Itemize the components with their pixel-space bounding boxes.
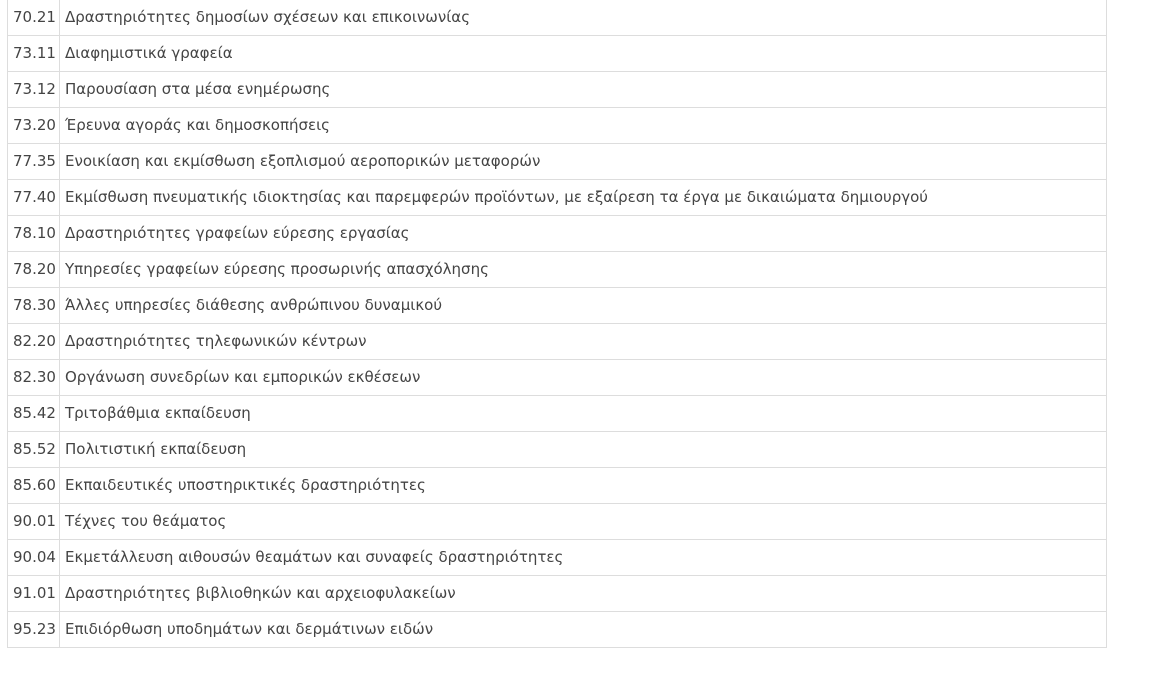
- activity-code-cell: 73.11: [8, 36, 60, 72]
- activity-description-cell: Υπηρεσίες γραφείων εύρεσης προσωρινής απασχόλησης: [60, 252, 1107, 288]
- activity-description-cell: Δραστηριότητες δημοσίων σχέσεων και επικοινωνίας: [60, 0, 1107, 36]
- table-row: [8, 576, 1107, 612]
- activity-description-cell: Εκπαιδευτικές υποστηρικτικές δραστηριότητες: [60, 468, 1107, 504]
- activity-codes-table-body: [8, 0, 1107, 648]
- activity-code-cell: 78.10: [8, 216, 60, 252]
- table-row: [8, 468, 1107, 504]
- activity-description-cell: Τέχνες του θεάματος: [60, 504, 1107, 540]
- activity-description-cell: Εκμίσθωση πνευματικής ιδιοκτησίας και παρεμφερών προϊόντων, με εξαίρεση τα έργα με δικαιώματα δημιουργού: [60, 180, 1107, 216]
- table-row: [8, 144, 1107, 180]
- table-row: [8, 288, 1107, 324]
- activity-code-cell: 77.35: [8, 144, 60, 180]
- table-row: [8, 396, 1107, 432]
- activity-code-cell: 82.20: [8, 324, 60, 360]
- activity-description-cell: Οργάνωση συνεδρίων και εμπορικών εκθέσεων: [60, 360, 1107, 396]
- activity-description-cell: Τριτοβάθμια εκπαίδευση: [60, 396, 1107, 432]
- activity-description-cell: Εκμετάλλευση αιθουσών θεαμάτων και συναφείς δραστηριότητες: [60, 540, 1107, 576]
- activity-code-cell: 90.01: [8, 504, 60, 540]
- activity-code-cell: 85.52: [8, 432, 60, 468]
- activity-code-cell: 82.30: [8, 360, 60, 396]
- activity-code-cell: 90.04: [8, 540, 60, 576]
- activity-description-cell: Δραστηριότητες τηλεφωνικών κέντρων: [60, 324, 1107, 360]
- table-row: [8, 540, 1107, 576]
- activity-codes-table: [7, 0, 1107, 648]
- activity-description-cell: Παρουσίαση στα μέσα ενημέρωσης: [60, 72, 1107, 108]
- table-row: [8, 72, 1107, 108]
- table-row: [8, 216, 1107, 252]
- table-row: [8, 360, 1107, 396]
- activity-code-cell: 85.42: [8, 396, 60, 432]
- activity-description-cell: Έρευνα αγοράς και δημοσκοπήσεις: [60, 108, 1107, 144]
- activity-description-cell: Δραστηριότητες γραφείων εύρεσης εργασίας: [60, 216, 1107, 252]
- table-row: [8, 612, 1107, 648]
- table-row: [8, 108, 1107, 144]
- activity-description-cell: Δραστηριότητες βιβλιοθηκών και αρχειοφυλακείων: [60, 576, 1107, 612]
- activity-description-cell: Άλλες υπηρεσίες διάθεσης ανθρώπινου δυναμικού: [60, 288, 1107, 324]
- activity-description-cell: Διαφημιστικά γραφεία: [60, 36, 1107, 72]
- activity-description-cell: Ενοικίαση και εκμίσθωση εξοπλισμού αεροπορικών μεταφορών: [60, 144, 1107, 180]
- activity-code-cell: 85.60: [8, 468, 60, 504]
- activity-code-cell: 77.40: [8, 180, 60, 216]
- table-row: [8, 180, 1107, 216]
- table-row: [8, 36, 1107, 72]
- table-row: [8, 252, 1107, 288]
- activity-code-cell: 70.21: [8, 0, 60, 36]
- table-row: [8, 432, 1107, 468]
- table-row: [8, 324, 1107, 360]
- activity-code-cell: 95.23: [8, 612, 60, 648]
- activity-code-cell: 73.12: [8, 72, 60, 108]
- activity-description-cell: Επιδιόρθωση υποδημάτων και δερμάτινων ειδών: [60, 612, 1107, 648]
- activity-code-cell: 91.01: [8, 576, 60, 612]
- activity-code-cell: 78.30: [8, 288, 60, 324]
- activity-code-cell: 73.20: [8, 108, 60, 144]
- table-row: [8, 504, 1107, 540]
- table-row: [8, 0, 1107, 36]
- activity-description-cell: Πολιτιστική εκπαίδευση: [60, 432, 1107, 468]
- activity-code-cell: 78.20: [8, 252, 60, 288]
